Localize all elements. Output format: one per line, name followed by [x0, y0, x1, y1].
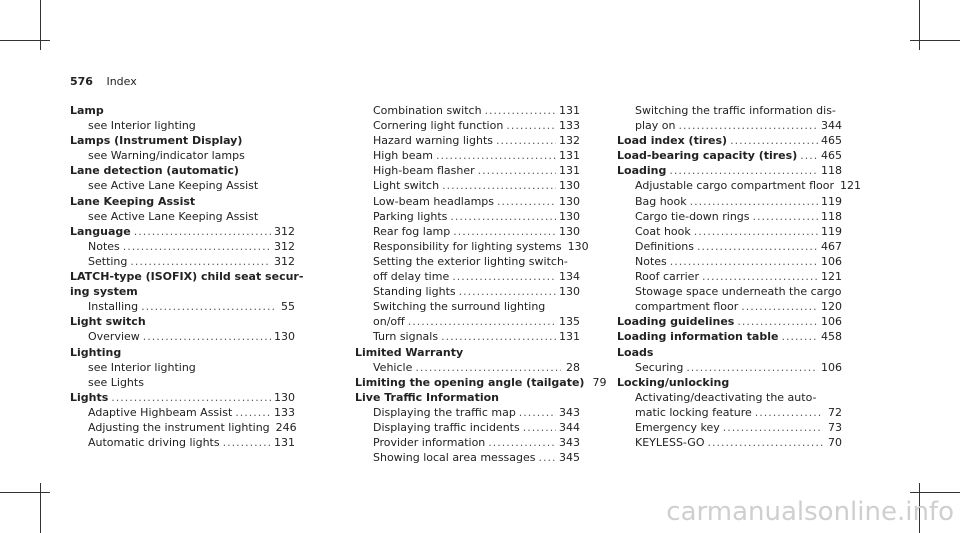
index-subentry — [617, 178, 861, 193]
page-reference: 119 — [821, 224, 842, 238]
entry-term: Notes — [88, 239, 120, 253]
dot-leader — [123, 239, 271, 254]
crop-mark — [919, 0, 920, 50]
dot-leader — [539, 450, 556, 465]
page-reference: 131 — [559, 330, 580, 344]
index-subentry — [70, 420, 295, 435]
index-entry — [70, 133, 295, 148]
index-entry — [617, 163, 842, 178]
dot-leader — [755, 405, 823, 420]
entry-term: Load index (tires) — [617, 134, 728, 148]
index-subentry — [617, 254, 842, 269]
entry-term: Displaying the traffic map — [373, 405, 516, 419]
page-reference: 130 — [567, 239, 589, 253]
index-entry — [355, 345, 580, 360]
page-reference: 130 — [274, 390, 295, 404]
dot-leader — [679, 118, 819, 133]
index-entry — [70, 103, 295, 118]
entry-term: ing system — [70, 285, 138, 299]
dot-leader — [496, 133, 556, 148]
index-entry — [70, 194, 295, 209]
entry-term: Lamp — [70, 104, 104, 117]
page-reference: 72 — [828, 405, 842, 419]
entry-term: Automatic driving lights — [88, 436, 220, 450]
entry-term: Roof carrier — [635, 270, 699, 284]
page-reference: 130 — [559, 209, 580, 223]
dot-leader — [519, 405, 556, 420]
index-subentry — [70, 360, 295, 375]
index-entry — [70, 345, 295, 360]
index-subentry — [617, 360, 842, 375]
index-subentry — [355, 254, 580, 269]
index-subentry — [355, 405, 580, 420]
dot-leader — [506, 118, 556, 133]
dot-leader — [134, 224, 271, 239]
dot-leader — [235, 405, 271, 420]
entry-term: Loading guidelines — [617, 315, 735, 329]
entry-term: Turn signals — [373, 330, 439, 344]
crop-mark — [0, 492, 50, 493]
page-reference: 106 — [821, 315, 842, 329]
index-subentry — [70, 299, 295, 314]
crop-mark — [910, 40, 960, 41]
entry-term: Showing local area messages — [373, 451, 536, 465]
index-entry — [355, 390, 580, 405]
watermark: carmanualsonline.info — [666, 497, 954, 527]
dot-leader — [781, 329, 818, 344]
page-reference: 79 — [592, 375, 607, 389]
index-subentry — [617, 420, 842, 435]
index-subentry — [355, 224, 580, 239]
entry-term: High-beam flasher — [373, 164, 475, 178]
index-subentry — [617, 284, 842, 299]
index-subentry — [617, 405, 842, 420]
crop-mark — [40, 0, 41, 50]
entry-term: Switching the surround lighting — [373, 300, 546, 314]
dot-leader — [223, 435, 271, 450]
page-reference: 458 — [821, 330, 842, 344]
index-entry — [70, 314, 295, 329]
dot-leader — [436, 148, 556, 163]
page-reference: 135 — [559, 315, 580, 329]
index-subentry — [355, 148, 580, 163]
dot-leader — [741, 299, 818, 314]
page-reference: 106 — [821, 254, 842, 268]
entry-term: Switching the traffic information dis- — [635, 104, 836, 117]
crop-mark — [910, 492, 960, 493]
entry-term: LATCH-type (ISOFIX) child seat secur- — [70, 270, 304, 284]
entry-term: Setting — [88, 254, 128, 268]
index-entry — [617, 375, 842, 390]
index-entry — [617, 329, 842, 344]
entry-term: Activating/deactivating the auto- — [635, 390, 817, 404]
index-subentry — [355, 360, 580, 375]
crop-mark — [0, 40, 50, 41]
entry-term: Rear fog lamp — [373, 224, 451, 238]
index-subentry — [617, 209, 842, 224]
dot-leader — [497, 194, 556, 209]
entry-term: off delay time — [373, 270, 450, 284]
entry-term: Loading — [617, 164, 667, 178]
entry-term: Lane detection (automatic) — [70, 164, 239, 178]
page-reference: 344 — [821, 119, 842, 133]
dot-leader — [141, 299, 276, 314]
page-reference: 120 — [821, 300, 842, 314]
page-reference: 119 — [821, 194, 842, 208]
index-subentry — [617, 118, 842, 133]
page-reference: 343 — [559, 436, 580, 450]
index-subentry — [355, 118, 580, 133]
page-reference: 312 — [274, 224, 295, 238]
entry-term: see Active Lane Keeping Assist — [88, 209, 259, 223]
page-reference: 131 — [559, 164, 580, 178]
dot-leader — [694, 224, 818, 239]
index-subentry — [355, 103, 580, 118]
entry-term: Limiting the opening angle (tailgate) — [355, 375, 585, 389]
index-entry — [70, 284, 295, 299]
entry-term: see Warning/indicator lamps — [88, 149, 245, 163]
entry-term: Cargo tie-down rings — [635, 209, 750, 223]
index-subentry — [617, 269, 842, 284]
dot-leader — [415, 360, 561, 375]
index-column-1 — [70, 103, 304, 450]
page-reference: 130 — [559, 194, 580, 208]
index-entry — [617, 314, 842, 329]
crop-mark — [40, 483, 41, 533]
index-subentry — [355, 299, 580, 314]
page-reference: 70 — [828, 436, 842, 450]
page-reference: 121 — [821, 270, 842, 284]
page-reference: 345 — [559, 451, 580, 465]
dot-leader — [452, 269, 556, 284]
dot-leader — [730, 133, 818, 148]
page-reference: 132 — [559, 134, 580, 148]
dot-leader — [485, 103, 556, 118]
index-subentry — [355, 314, 580, 329]
page-number: 576 — [70, 75, 93, 88]
entry-term: Provider information — [373, 436, 486, 450]
dot-leader — [686, 360, 818, 375]
index-entry — [70, 224, 295, 239]
page-reference: 130 — [559, 179, 580, 193]
section-title: Index — [106, 75, 137, 88]
index-subentry — [70, 209, 295, 224]
index-subentry — [70, 148, 295, 163]
page-reference: 118 — [821, 164, 842, 178]
page-reference: 130 — [274, 330, 295, 344]
entry-term: Overview — [88, 330, 140, 344]
page-reference: 133 — [559, 119, 580, 133]
dot-leader — [130, 254, 271, 269]
entry-term: Notes — [635, 254, 667, 268]
entry-term: Setting the exterior lighting switch- — [373, 254, 568, 268]
page-reference: 344 — [559, 420, 580, 434]
index-subentry — [355, 239, 589, 254]
page-reference: 106 — [821, 360, 842, 374]
index-entry — [70, 390, 295, 405]
index-subentry — [355, 420, 580, 435]
index-entry — [70, 269, 304, 284]
page-reference: 246 — [275, 420, 297, 434]
dot-leader — [111, 390, 271, 405]
entry-term: Light switch — [70, 315, 146, 329]
page-reference: 28 — [566, 360, 580, 374]
entry-term: Lights — [70, 390, 109, 404]
dot-leader — [478, 163, 556, 178]
entry-term: see Interior lighting — [88, 360, 196, 374]
dot-leader — [697, 239, 818, 254]
dot-leader — [453, 224, 556, 239]
entry-term: Lane Keeping Assist — [70, 194, 196, 208]
entry-term: see Lights — [88, 375, 144, 389]
entry-term: on/off — [373, 315, 405, 329]
entry-term: Installing — [88, 300, 139, 314]
index-subentry — [70, 178, 295, 193]
page-reference: 130 — [559, 285, 580, 299]
entry-term: Vehicle — [373, 360, 413, 374]
index-subentry — [617, 435, 842, 450]
index-subentry — [617, 103, 842, 118]
entry-term: Stowage space underneath the cargo — [635, 285, 842, 299]
index-subentry — [617, 239, 842, 254]
entry-term: see Interior lighting — [88, 119, 196, 133]
entry-term: Lamps (Instrument Display) — [70, 134, 243, 148]
page-reference: 131 — [559, 149, 580, 163]
index-subentry — [355, 450, 580, 465]
entry-term: Light switch — [373, 179, 440, 193]
entry-term: Loading information table — [617, 330, 779, 344]
index-subentry — [355, 194, 580, 209]
index-subentry — [70, 239, 295, 254]
index-subentry — [355, 163, 580, 178]
index-subentry — [617, 299, 842, 314]
index-subentry — [355, 178, 580, 193]
index-subentry — [617, 194, 842, 209]
dot-leader — [707, 435, 823, 450]
entry-term: KEYLESS-GO — [635, 436, 705, 450]
entry-term: compartment floor — [635, 300, 739, 314]
dot-leader — [670, 254, 818, 269]
dot-leader — [702, 269, 818, 284]
page-reference: 343 — [559, 405, 580, 419]
entry-term: Hazard warning lights — [373, 134, 493, 148]
index-subentry — [355, 435, 580, 450]
dot-leader — [690, 194, 818, 209]
entry-term: Securing — [635, 360, 684, 374]
entry-term: Adjustable cargo compartment floor — [635, 179, 834, 193]
index-subentry — [617, 224, 842, 239]
page-header — [70, 75, 137, 88]
dot-leader — [737, 314, 818, 329]
entry-term: Bag hook — [635, 194, 687, 208]
entry-term: Load-bearing capacity (tires) — [617, 149, 798, 163]
dot-leader — [488, 435, 556, 450]
index-subentry — [70, 375, 295, 390]
page-reference: 134 — [559, 270, 580, 284]
index-entry — [617, 345, 842, 360]
entry-term: Coat hook — [635, 224, 691, 238]
entry-term: Language — [70, 224, 131, 238]
index-subentry — [355, 329, 580, 344]
index-subentry — [70, 118, 295, 133]
entry-term: Loads — [617, 345, 654, 359]
entry-term: Emergency key — [635, 420, 720, 434]
index-entry — [617, 148, 842, 163]
entry-term: High beam — [373, 149, 433, 163]
index-entry — [355, 375, 607, 390]
dot-leader — [408, 314, 556, 329]
dot-leader — [669, 163, 818, 178]
dot-leader — [459, 284, 556, 299]
entry-term: Low-beam headlamps — [373, 194, 495, 208]
index-subentry — [355, 284, 580, 299]
page-reference: 121 — [839, 179, 861, 193]
page-reference: 312 — [274, 239, 295, 253]
page-reference: 55 — [281, 300, 295, 314]
index-subentry — [355, 269, 580, 284]
page-reference: 465 — [821, 149, 842, 163]
page-reference: 133 — [274, 405, 295, 419]
index-subentry — [70, 435, 295, 450]
entry-term: see Active Lane Keeping Assist — [88, 179, 259, 193]
page-reference: 118 — [821, 209, 842, 223]
entry-term: matic locking feature — [635, 405, 752, 419]
entry-term: play on — [635, 119, 676, 133]
entry-term: Lighting — [70, 345, 122, 359]
entry-term: Cornering light function — [373, 119, 504, 133]
entry-term: Adaptive Highbeam Assist — [88, 405, 233, 419]
index-subentry — [355, 133, 580, 148]
entry-term: Definitions — [635, 239, 694, 253]
page-reference: 467 — [821, 239, 842, 253]
dot-leader — [450, 209, 556, 224]
index-subentry — [617, 390, 842, 405]
page-reference: 312 — [274, 254, 295, 268]
dot-leader — [523, 420, 556, 435]
index-column-3 — [617, 103, 861, 450]
dot-leader — [441, 329, 556, 344]
entry-term: Live Traffic Information — [355, 390, 499, 404]
entry-term: Displaying traffic incidents — [373, 420, 520, 434]
index-column-2 — [355, 103, 607, 465]
entry-term: Parking lights — [373, 209, 448, 223]
index-subentry — [355, 209, 580, 224]
entry-term: Standing lights — [373, 285, 456, 299]
dot-leader — [800, 148, 818, 163]
index-subentry — [70, 254, 295, 269]
page-reference: 73 — [828, 420, 842, 434]
page-reference: 465 — [821, 134, 842, 148]
entry-term: Locking/unlocking — [617, 375, 730, 389]
entry-term: Adjusting the instrument lighting — [88, 420, 270, 434]
dot-leader — [723, 420, 823, 435]
index-entry — [70, 163, 295, 178]
dot-leader — [442, 178, 556, 193]
index-entry — [617, 133, 842, 148]
index-subentry — [70, 405, 295, 420]
dot-leader — [753, 209, 818, 224]
page-reference: 131 — [559, 104, 580, 117]
page-reference: 131 — [274, 436, 295, 450]
dot-leader — [143, 329, 271, 344]
page-reference: 130 — [559, 224, 580, 238]
entry-term: Responsibility for lighting systems — [373, 239, 562, 253]
entry-term: Combination switch — [373, 104, 482, 117]
index-subentry — [70, 329, 295, 344]
entry-term: Limited Warranty — [355, 345, 464, 359]
